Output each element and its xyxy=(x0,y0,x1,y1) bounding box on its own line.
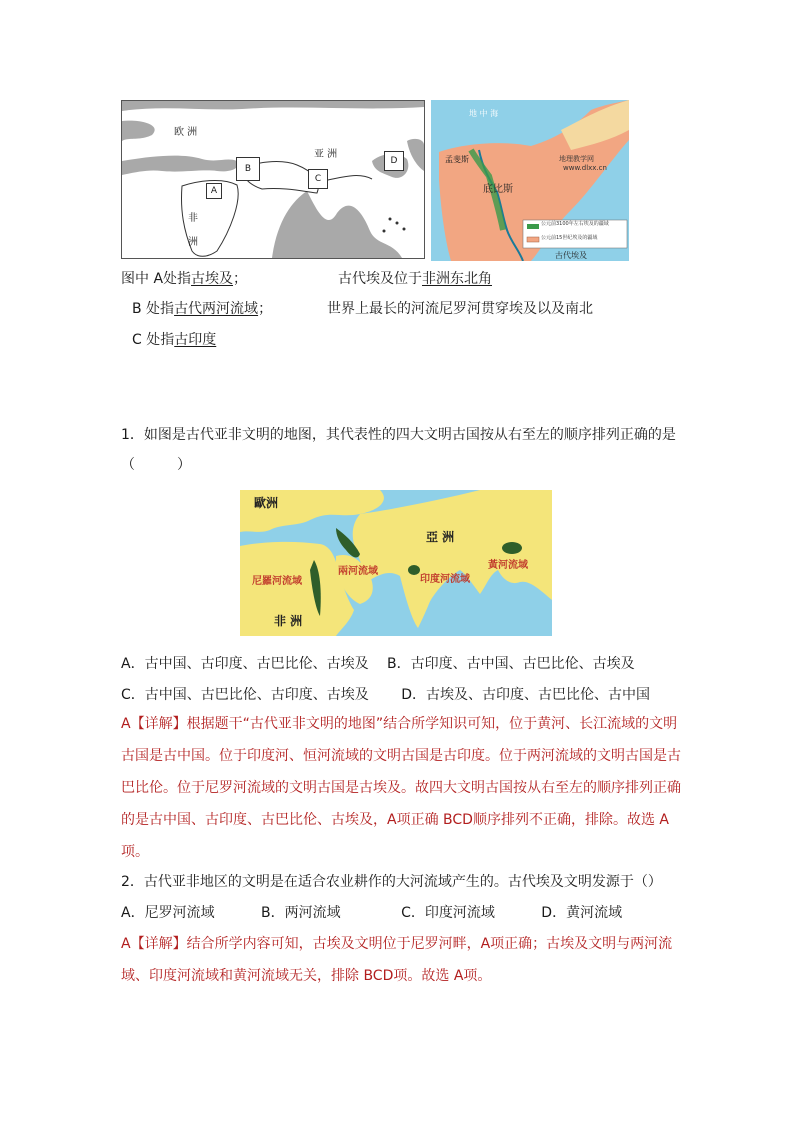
q1-explanation-text: 根据题干“古代亚非文明的地图”结合所学知识可知，位于黄河、长江流域的文明古国是古中国。位于印度河、恒河流域的文明古国是古印度。位于两河流域的文明古国是古巴比伦。位于尼罗河流域的文明古国是古埃及。故四大文明古国按从右至左的顺序排列正确的是古中国、古印度、古巴比伦、古埃及，A项正确 BCD顺序排列不正确，排除。故选 A项。 xyxy=(121,716,681,860)
q2-explanation xyxy=(121,928,681,992)
marker-b: B xyxy=(236,157,260,181)
note-b-right: 世界上最长的河流尼罗河贯穿埃及以及南北 xyxy=(327,301,593,317)
q2-answer-tag: A【详解】 xyxy=(121,936,187,952)
note-a-prefix: 图中 A处指 xyxy=(121,271,192,287)
q2-explanation-text: 结合所学内容可知，古埃及文明位于尼罗河畔，A项正确；古埃及文明与两河流域、印度河流域和黄河流域无关，排除 BCD项。故选 A项。 xyxy=(121,936,673,984)
civ-label-europe: 歐洲 xyxy=(254,496,279,510)
egypt-sea-label: 地 中 海 xyxy=(469,109,499,118)
note-b-answer: 古代两河流域 xyxy=(174,301,259,317)
q1-options-line-1: A．古中国、古印度、古巴比伦、古埃及 B．古印度、古中国、古巴比伦、古埃及 xyxy=(121,656,635,672)
note-a-sep: ； xyxy=(233,271,248,287)
q2-options: A．尼罗河流域 B．两河流域 C．印度河流域 D．黄河流域 xyxy=(121,905,623,921)
note-a-right-prefix: 古代埃及位于 xyxy=(338,271,422,287)
marker-c: C xyxy=(308,169,328,189)
q1-stem: 1．如图是古代亚非文明的地图，其代表性的四大文明古国按从右至左的顺序排列正确的是 xyxy=(121,427,676,443)
egypt-site-label: 地理教学网 xyxy=(559,155,594,163)
note-c xyxy=(132,330,216,350)
note-b-sep: ； xyxy=(258,301,273,317)
note-a-left xyxy=(121,269,247,289)
note-a-answer: 古埃及 xyxy=(191,271,234,287)
egypt-legend-2: 公元前15世纪埃及的疆域 xyxy=(541,235,598,241)
q2-stem: 2．古代亚非地区的文明是在适合农业耕作的大河流域产生的。古代埃及文明发源于（） xyxy=(121,874,662,890)
note-c-answer: 古印度 xyxy=(174,332,217,348)
egypt-map xyxy=(431,100,629,261)
egypt-city-thebes: 底比斯 xyxy=(483,184,513,195)
label-asia: 亚 洲 xyxy=(314,149,338,160)
civ-label-nile: 尼羅河流域 xyxy=(252,576,302,587)
note-c-prefix: C 处指 xyxy=(132,332,175,348)
label-africa-2: 洲 xyxy=(188,237,198,248)
q1-blank: （ ） xyxy=(121,457,191,473)
civ-label-mesopotamia: 兩河流域 xyxy=(338,566,378,577)
marker-a: A xyxy=(206,183,222,199)
civ-label-africa: 非 洲 xyxy=(274,614,303,628)
note-b-left xyxy=(132,299,272,319)
outline-map xyxy=(121,100,425,259)
civ-label-yellow: 黃河流域 xyxy=(488,560,528,571)
civ-label-indus: 印度河流域 xyxy=(420,574,470,585)
label-europe: 欧 洲 xyxy=(174,127,198,138)
egypt-url-label: www.dlxx.cn xyxy=(563,164,607,172)
q1-options-line-2: C．古中国、古巴比伦、古印度、古埃及 D．古埃及、古印度、古巴比伦、古中国 xyxy=(121,687,651,703)
civ-label-asia: 亞 洲 xyxy=(426,530,455,544)
label-africa-1: 非 xyxy=(188,213,198,224)
egypt-caption: 古代埃及 xyxy=(555,251,587,260)
note-a-right-answer: 非洲东北角 xyxy=(422,271,492,287)
note-a-right xyxy=(338,269,492,289)
q1-answer-tag: A【详解】 xyxy=(121,716,187,732)
civilizations-map xyxy=(240,490,552,636)
outline-map-drawing xyxy=(122,101,424,258)
marker-d: D xyxy=(384,151,404,171)
note-b-prefix: B 处指 xyxy=(132,301,175,317)
egypt-city-memphis: 孟斐斯 xyxy=(445,155,469,164)
egypt-legend-1: 公元前3100年左右埃及的疆域 xyxy=(541,221,609,227)
q1-explanation xyxy=(121,708,681,868)
